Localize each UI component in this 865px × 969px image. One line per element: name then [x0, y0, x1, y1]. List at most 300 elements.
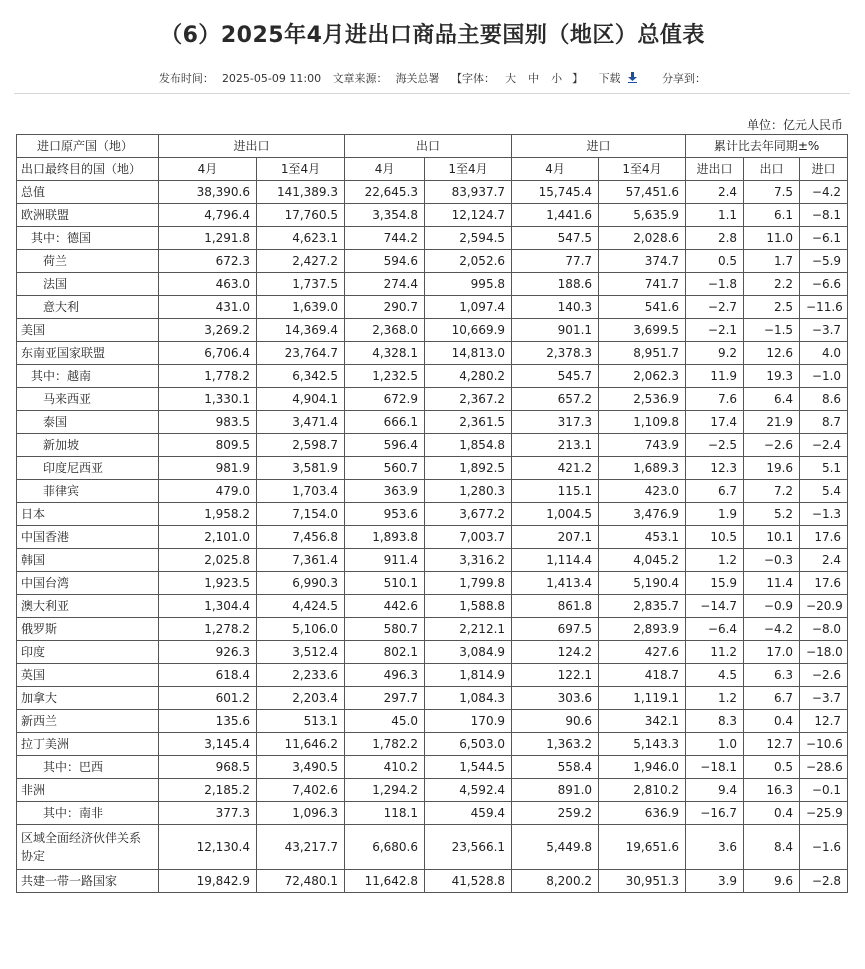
cell-value: 2,835.7: [599, 595, 686, 618]
cell-value: 19,651.6: [599, 825, 686, 870]
cell-value: 1,304.4: [159, 595, 257, 618]
cell-value: 1,330.1: [159, 388, 257, 411]
cell-value: 1.7: [744, 250, 800, 273]
cell-value: 3.9: [686, 870, 744, 893]
cell-value: 2,368.0: [345, 319, 425, 342]
cell-value: 342.1: [599, 710, 686, 733]
cell-value: 10.1: [744, 526, 800, 549]
cell-value: 1.0: [686, 733, 744, 756]
table-row: [17, 687, 848, 710]
cell-value: −0.9: [744, 595, 800, 618]
cell-value: 1,814.9: [425, 664, 512, 687]
cell-value: 431.0: [159, 296, 257, 319]
cell-value: 427.6: [599, 641, 686, 664]
row-label: 美国: [17, 319, 159, 342]
cell-value: 3.6: [686, 825, 744, 870]
table-row: [17, 549, 848, 572]
cell-value: 297.7: [345, 687, 425, 710]
share-label: 分享到：: [662, 72, 707, 85]
cell-value: −11.6: [800, 296, 848, 319]
cell-value: −2.6: [744, 434, 800, 457]
table-row: [17, 641, 848, 664]
cell-value: 3,269.2: [159, 319, 257, 342]
cell-value: −4.2: [800, 181, 848, 204]
cell-value: 809.5: [159, 434, 257, 457]
row-label: 意大利: [17, 296, 159, 319]
cell-value: 21.9: [744, 411, 800, 434]
cell-value: 2,052.6: [425, 250, 512, 273]
cell-value: −6.1: [800, 227, 848, 250]
header-yoy-total: 进出口: [686, 158, 744, 181]
cell-value: 7,361.4: [257, 549, 345, 572]
cell-value: 140.3: [512, 296, 599, 319]
cell-value: 1,109.8: [599, 411, 686, 434]
cell-value: 2,810.2: [599, 779, 686, 802]
download-icon: [628, 72, 637, 83]
cell-value: 0.5: [686, 250, 744, 273]
row-label: 中国香港: [17, 526, 159, 549]
row-label: 日本: [17, 503, 159, 526]
cell-value: 3,145.4: [159, 733, 257, 756]
cell-value: 2,062.3: [599, 365, 686, 388]
cell-value: 421.2: [512, 457, 599, 480]
cell-value: 6.7: [686, 480, 744, 503]
table-row: [17, 710, 848, 733]
cell-value: 0.4: [744, 710, 800, 733]
cell-value: 207.1: [512, 526, 599, 549]
cell-value: 2.4: [686, 181, 744, 204]
cell-value: 5,449.8: [512, 825, 599, 870]
cell-value: 7,154.0: [257, 503, 345, 526]
cell-value: 891.0: [512, 779, 599, 802]
cell-value: 2,028.6: [599, 227, 686, 250]
cell-value: 4.0: [800, 342, 848, 365]
cell-value: 911.4: [345, 549, 425, 572]
cell-value: −2.8: [800, 870, 848, 893]
cell-value: 697.5: [512, 618, 599, 641]
cell-value: −16.7: [686, 802, 744, 825]
header-export-apr: 4月: [345, 158, 425, 181]
cell-value: 418.7: [599, 664, 686, 687]
cell-value: 23,566.1: [425, 825, 512, 870]
cell-value: 1,639.0: [257, 296, 345, 319]
table-body: [17, 181, 848, 893]
article-meta: [0, 70, 865, 86]
font-size-large-button[interactable]: 大: [505, 72, 517, 85]
header-total: 进出口: [159, 135, 345, 158]
cell-value: 8.6: [800, 388, 848, 411]
cell-value: 2.2: [744, 273, 800, 296]
cell-value: −1.8: [686, 273, 744, 296]
cell-value: 2,025.8: [159, 549, 257, 572]
table-row: [17, 227, 848, 250]
header-yoy-export: 出口: [744, 158, 800, 181]
cell-value: −6.4: [686, 618, 744, 641]
cell-value: 57,451.6: [599, 181, 686, 204]
cell-value: 3,490.5: [257, 756, 345, 779]
cell-value: 19.3: [744, 365, 800, 388]
cell-value: −2.5: [686, 434, 744, 457]
table-row: [17, 779, 848, 802]
cell-value: 618.4: [159, 664, 257, 687]
cell-value: 1,854.8: [425, 434, 512, 457]
table-row: [17, 870, 848, 893]
cell-value: 1,923.5: [159, 572, 257, 595]
cell-value: −2.7: [686, 296, 744, 319]
cell-value: 901.1: [512, 319, 599, 342]
row-label: 法国: [17, 273, 159, 296]
cell-value: 3,471.4: [257, 411, 345, 434]
cell-value: 12.3: [686, 457, 744, 480]
cell-value: 7.6: [686, 388, 744, 411]
cell-value: 12,124.7: [425, 204, 512, 227]
cell-value: 558.4: [512, 756, 599, 779]
table-row: [17, 181, 848, 204]
cell-value: 744.2: [345, 227, 425, 250]
cell-value: 981.9: [159, 457, 257, 480]
cell-value: 5,106.0: [257, 618, 345, 641]
cell-value: 545.7: [512, 365, 599, 388]
cell-value: 0.4: [744, 802, 800, 825]
cell-value: −2.4: [800, 434, 848, 457]
cell-value: −1.3: [800, 503, 848, 526]
publish-time: 2025-05-09 11:00: [221, 72, 322, 85]
table-row: [17, 388, 848, 411]
cell-value: 135.6: [159, 710, 257, 733]
cell-value: 377.3: [159, 802, 257, 825]
page-title: （6）2025年4月进出口商品主要国别（地区）总值表: [160, 23, 705, 48]
cell-value: 23,764.7: [257, 342, 345, 365]
cell-value: 2,378.3: [512, 342, 599, 365]
cell-value: 4,904.1: [257, 388, 345, 411]
cell-value: 2,893.9: [599, 618, 686, 641]
cell-value: 7,402.6: [257, 779, 345, 802]
cell-value: 601.2: [159, 687, 257, 710]
cell-value: 0.5: [744, 756, 800, 779]
cell-value: 1,946.0: [599, 756, 686, 779]
cell-value: 2,367.2: [425, 388, 512, 411]
cell-value: 968.5: [159, 756, 257, 779]
cell-value: 1,291.8: [159, 227, 257, 250]
row-label: 其中：巴西: [17, 756, 159, 779]
cell-value: 4,280.2: [425, 365, 512, 388]
cell-value: 188.6: [512, 273, 599, 296]
cell-value: 1,278.2: [159, 618, 257, 641]
cell-value: 3,512.4: [257, 641, 345, 664]
cell-value: 17.6: [800, 526, 848, 549]
header-origin: 进口原产国（地）: [17, 135, 159, 158]
cell-value: 2,594.5: [425, 227, 512, 250]
cell-value: 1.2: [686, 687, 744, 710]
cell-value: 363.9: [345, 480, 425, 503]
cell-value: 6,680.6: [345, 825, 425, 870]
cell-value: 3,677.2: [425, 503, 512, 526]
cell-value: 11.2: [686, 641, 744, 664]
cell-value: −0.3: [744, 549, 800, 572]
cell-value: 513.1: [257, 710, 345, 733]
cell-value: 442.6: [345, 595, 425, 618]
table-row: [17, 756, 848, 779]
cell-value: 6.3: [744, 664, 800, 687]
cell-value: −2.1: [686, 319, 744, 342]
cell-value: −8.1: [800, 204, 848, 227]
cell-value: 5,143.3: [599, 733, 686, 756]
cell-value: 15,745.4: [512, 181, 599, 204]
cell-value: 2.4: [800, 549, 848, 572]
font-size-small-button[interactable]: 小: [551, 72, 563, 85]
cell-value: 15.9: [686, 572, 744, 595]
cell-value: 38,390.6: [159, 181, 257, 204]
cell-value: −20.9: [800, 595, 848, 618]
cell-value: 4,424.5: [257, 595, 345, 618]
cell-value: 983.5: [159, 411, 257, 434]
cell-value: 10,669.9: [425, 319, 512, 342]
cell-value: 1.1: [686, 204, 744, 227]
row-label: 韩国: [17, 549, 159, 572]
cell-value: 657.2: [512, 388, 599, 411]
cell-value: −18.0: [800, 641, 848, 664]
cell-value: 290.7: [345, 296, 425, 319]
cell-value: −4.2: [744, 618, 800, 641]
cell-value: 4,623.1: [257, 227, 345, 250]
cell-value: 2,185.2: [159, 779, 257, 802]
cell-value: 303.6: [512, 687, 599, 710]
cell-value: 7,456.8: [257, 526, 345, 549]
cell-value: −1.0: [800, 365, 848, 388]
cell-value: 141,389.3: [257, 181, 345, 204]
row-label: 其中：德国: [17, 227, 159, 250]
row-label: 区域全面经济伙伴关系协定: [17, 825, 159, 870]
cell-value: 1,114.4: [512, 549, 599, 572]
cell-value: 8,951.7: [599, 342, 686, 365]
cell-value: 741.7: [599, 273, 686, 296]
cell-value: 8.4: [744, 825, 800, 870]
table-row: [17, 457, 848, 480]
row-label: 总值: [17, 181, 159, 204]
table-row: [17, 503, 848, 526]
table-row: [17, 319, 848, 342]
cell-value: −8.0: [800, 618, 848, 641]
header-total-jan-apr: 1至4月: [257, 158, 345, 181]
cell-value: 410.2: [345, 756, 425, 779]
cell-value: −6.6: [800, 273, 848, 296]
cell-value: 12.7: [800, 710, 848, 733]
cell-value: 3,699.5: [599, 319, 686, 342]
cell-value: 1,958.2: [159, 503, 257, 526]
cell-value: 7.2: [744, 480, 800, 503]
cell-value: 8,200.2: [512, 870, 599, 893]
cell-value: 115.1: [512, 480, 599, 503]
cell-value: 596.4: [345, 434, 425, 457]
cell-value: 1,588.8: [425, 595, 512, 618]
table-row: [17, 365, 848, 388]
cell-value: 666.1: [345, 411, 425, 434]
cell-value: 9.6: [744, 870, 800, 893]
cell-value: 77.7: [512, 250, 599, 273]
row-label: 共建一带一路国家: [17, 870, 159, 893]
cell-value: 2,203.4: [257, 687, 345, 710]
cell-value: 2,598.7: [257, 434, 345, 457]
cell-value: 6.7: [744, 687, 800, 710]
cell-value: 11,642.8: [345, 870, 425, 893]
cell-value: 1,782.2: [345, 733, 425, 756]
cell-value: 2,427.2: [257, 250, 345, 273]
header-yoy: 累计比去年同期±%: [686, 135, 848, 158]
cell-value: 560.7: [345, 457, 425, 480]
font-size-close: 】: [572, 72, 584, 85]
cell-value: 1,778.2: [159, 365, 257, 388]
table-row: [17, 204, 848, 227]
cell-value: 30,951.3: [599, 870, 686, 893]
cell-value: 953.6: [345, 503, 425, 526]
cell-value: 5,635.9: [599, 204, 686, 227]
cell-value: 3,316.2: [425, 549, 512, 572]
cell-value: −14.7: [686, 595, 744, 618]
cell-value: 4.5: [686, 664, 744, 687]
header-export-jan-apr: 1至4月: [425, 158, 512, 181]
table-row: [17, 273, 848, 296]
table-row: [17, 342, 848, 365]
cell-value: 43,217.7: [257, 825, 345, 870]
cell-value: 861.8: [512, 595, 599, 618]
row-label: 非洲: [17, 779, 159, 802]
cell-value: 672.3: [159, 250, 257, 273]
cell-value: 83,937.7: [425, 181, 512, 204]
row-label: 新西兰: [17, 710, 159, 733]
cell-value: 11.0: [744, 227, 800, 250]
cell-value: 6,342.5: [257, 365, 345, 388]
cell-value: 118.1: [345, 802, 425, 825]
cell-value: 2.5: [744, 296, 800, 319]
cell-value: 2,536.9: [599, 388, 686, 411]
cell-value: 594.6: [345, 250, 425, 273]
trade-table: [16, 134, 848, 893]
cell-value: 11,646.2: [257, 733, 345, 756]
download-label: 下载: [598, 72, 621, 85]
cell-value: 9.2: [686, 342, 744, 365]
cell-value: 90.6: [512, 710, 599, 733]
cell-value: 274.4: [345, 273, 425, 296]
cell-value: 1.2: [686, 549, 744, 572]
cell-value: 1,004.5: [512, 503, 599, 526]
cell-value: 12,130.4: [159, 825, 257, 870]
cell-value: 1.9: [686, 503, 744, 526]
cell-value: 12.7: [744, 733, 800, 756]
cell-value: 2,233.6: [257, 664, 345, 687]
cell-value: 1,892.5: [425, 457, 512, 480]
cell-value: 19.6: [744, 457, 800, 480]
row-label: 马来西亚: [17, 388, 159, 411]
cell-value: 14,369.4: [257, 319, 345, 342]
cell-value: −28.6: [800, 756, 848, 779]
cell-value: −5.9: [800, 250, 848, 273]
cell-value: 1,280.3: [425, 480, 512, 503]
cell-value: 459.4: [425, 802, 512, 825]
cell-value: 510.1: [345, 572, 425, 595]
cell-value: 16.3: [744, 779, 800, 802]
cell-value: −1.6: [800, 825, 848, 870]
row-label: 其中：南非: [17, 802, 159, 825]
cell-value: 802.1: [345, 641, 425, 664]
cell-value: 1,097.4: [425, 296, 512, 319]
cell-value: 6.1: [744, 204, 800, 227]
header-total-apr: 4月: [159, 158, 257, 181]
header-row-periods: [17, 158, 848, 181]
cell-value: −3.7: [800, 319, 848, 342]
cell-value: 3,354.8: [345, 204, 425, 227]
cell-value: 7.5: [744, 181, 800, 204]
cell-value: 45.0: [345, 710, 425, 733]
row-label: 拉丁美洲: [17, 733, 159, 756]
cell-value: 317.3: [512, 411, 599, 434]
table-row: [17, 825, 848, 870]
cell-value: 1,893.8: [345, 526, 425, 549]
cell-value: −10.6: [800, 733, 848, 756]
cell-value: 17.4: [686, 411, 744, 434]
cell-value: −1.5: [744, 319, 800, 342]
table-row: [17, 733, 848, 756]
cell-value: 41,528.8: [425, 870, 512, 893]
table-row: [17, 296, 848, 319]
cell-value: 374.7: [599, 250, 686, 273]
row-label: 俄罗斯: [17, 618, 159, 641]
cell-value: 11.4: [744, 572, 800, 595]
cell-value: 636.9: [599, 802, 686, 825]
cell-value: 1,413.4: [512, 572, 599, 595]
cell-value: 5.1: [800, 457, 848, 480]
source-label: 文章来源：: [332, 72, 388, 85]
cell-value: 3,581.9: [257, 457, 345, 480]
cell-value: 9.4: [686, 779, 744, 802]
cell-value: 17,760.5: [257, 204, 345, 227]
cell-value: 1,096.3: [257, 802, 345, 825]
cell-value: 10.5: [686, 526, 744, 549]
row-label: 荷兰: [17, 250, 159, 273]
cell-value: 463.0: [159, 273, 257, 296]
header-import-apr: 4月: [512, 158, 599, 181]
cell-value: 22,645.3: [345, 181, 425, 204]
cell-value: 1,689.3: [599, 457, 686, 480]
cell-value: −18.1: [686, 756, 744, 779]
header-import-jan-apr: 1至4月: [599, 158, 686, 181]
header-destination: 出口最终目的国（地）: [17, 158, 159, 181]
cell-value: 1,363.2: [512, 733, 599, 756]
header-export: 出口: [345, 135, 512, 158]
font-size-label: 【字体：: [451, 72, 496, 85]
cell-value: 4,328.1: [345, 342, 425, 365]
cell-value: 2.8: [686, 227, 744, 250]
header-row-groups: [17, 135, 848, 158]
cell-value: 1,294.2: [345, 779, 425, 802]
cell-value: 743.9: [599, 434, 686, 457]
cell-value: 1,737.5: [257, 273, 345, 296]
cell-value: 1,703.4: [257, 480, 345, 503]
cell-value: 479.0: [159, 480, 257, 503]
font-size-medium-button[interactable]: 中: [528, 72, 540, 85]
cell-value: 8.3: [686, 710, 744, 733]
table-row: [17, 411, 848, 434]
cell-value: 259.2: [512, 802, 599, 825]
cell-value: 2,101.0: [159, 526, 257, 549]
download-button[interactable]: [595, 72, 637, 85]
cell-value: 1,232.5: [345, 365, 425, 388]
cell-value: 1,544.5: [425, 756, 512, 779]
table-row: [17, 480, 848, 503]
cell-value: 1,084.3: [425, 687, 512, 710]
source: 海关总署: [395, 72, 440, 85]
row-label: 东南亚国家联盟: [17, 342, 159, 365]
cell-value: 496.3: [345, 664, 425, 687]
